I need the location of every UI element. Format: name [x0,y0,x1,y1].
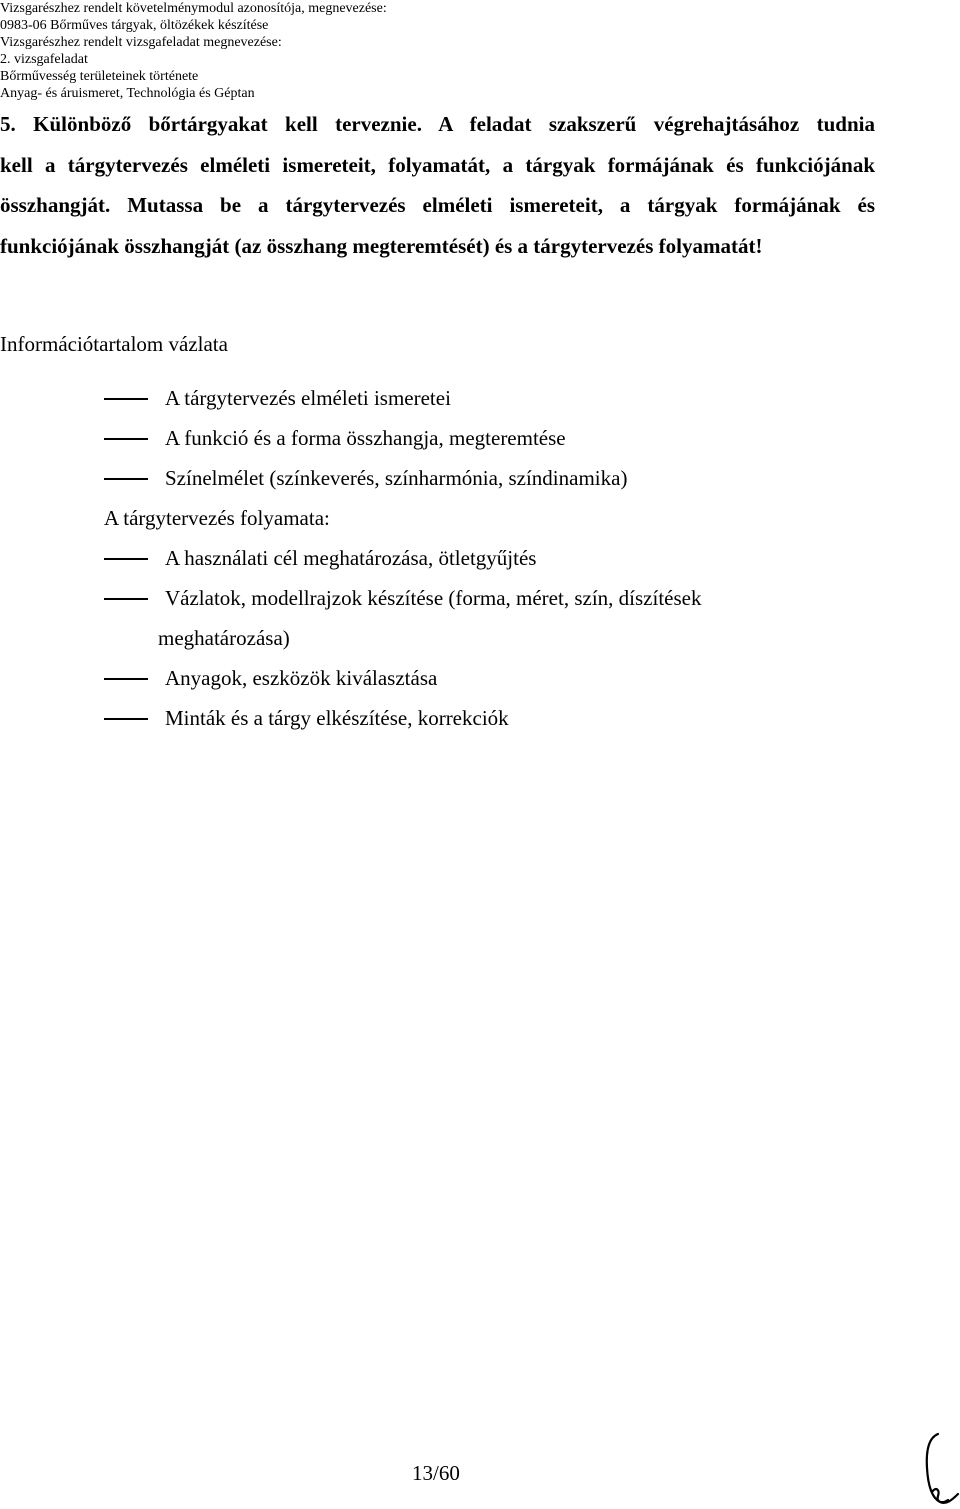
list-item-text: Vázlatok, modellrajzok készítése (forma, méret, szín, díszítések [165,586,702,610]
list-item-text: Színelmélet (színkeverés, színharmónia, színdinamika) [165,466,628,490]
list-item-text: meghatározása) [158,626,290,650]
header-module-label: Vizsgarészhez rendelt követelménymodul azonosítója, megnevezése: [0,1,387,16]
dash-bullet [104,558,148,560]
list-item-text: A használati cél meghatározása, ötletgyűjtés [165,546,537,570]
signature-mark [918,1430,960,1509]
dash-bullet [104,598,148,600]
page-number: 13/60 [412,1461,460,1485]
dash-bullet [104,718,148,720]
outline-title: Információtartalom vázlata [0,332,228,356]
header-module-name: 0983-06 Bőrműves tárgyak, öltözékek készítése [0,18,269,33]
dash-bullet [104,398,148,400]
process-subheading: A tárgytervezés folyamata: [104,506,330,530]
list-item-text: A funkció és a forma összhangja, megteremtése [165,426,566,450]
task-description-rest: kell a tárgytervezés elméleti ismereteit, folyamatát, a tárgyak formájának és funkciójának összhangját. Mutassa be a tárgytervezés elméleti ismereteit, a tárgyak formájának és funkciójának összhangját (az összhang megteremtését) és a tárgytervezés folyamatát! [0,152,875,258]
document-header [0,0,960,102]
task-description-line1: 5. Különböző bőrtárgyakat kell terveznie. A feladat szakszerű végrehajtásához tudnia [0,112,875,136]
dash-bullet [104,478,148,480]
task-description [0,104,875,266]
header-topic: Bőrművesség területeinek története [0,69,199,84]
list-item-text: A tárgytervezés elméleti ismeretei [165,386,451,410]
dash-bullet [104,438,148,440]
header-task-number: 2. vizsgafeladat [0,52,88,67]
list-item-text: Minták és a tárgy elkészítése, korrekciók [165,706,509,730]
header-subjects: Anyag- és áruismeret, Technológia és Géptan [0,86,255,101]
dash-bullet [104,678,148,680]
list-item-text: Anyagok, eszközök kiválasztása [165,666,438,690]
header-task-label: Vizsgarészhez rendelt vizsgafeladat megnevezése: [0,35,282,50]
